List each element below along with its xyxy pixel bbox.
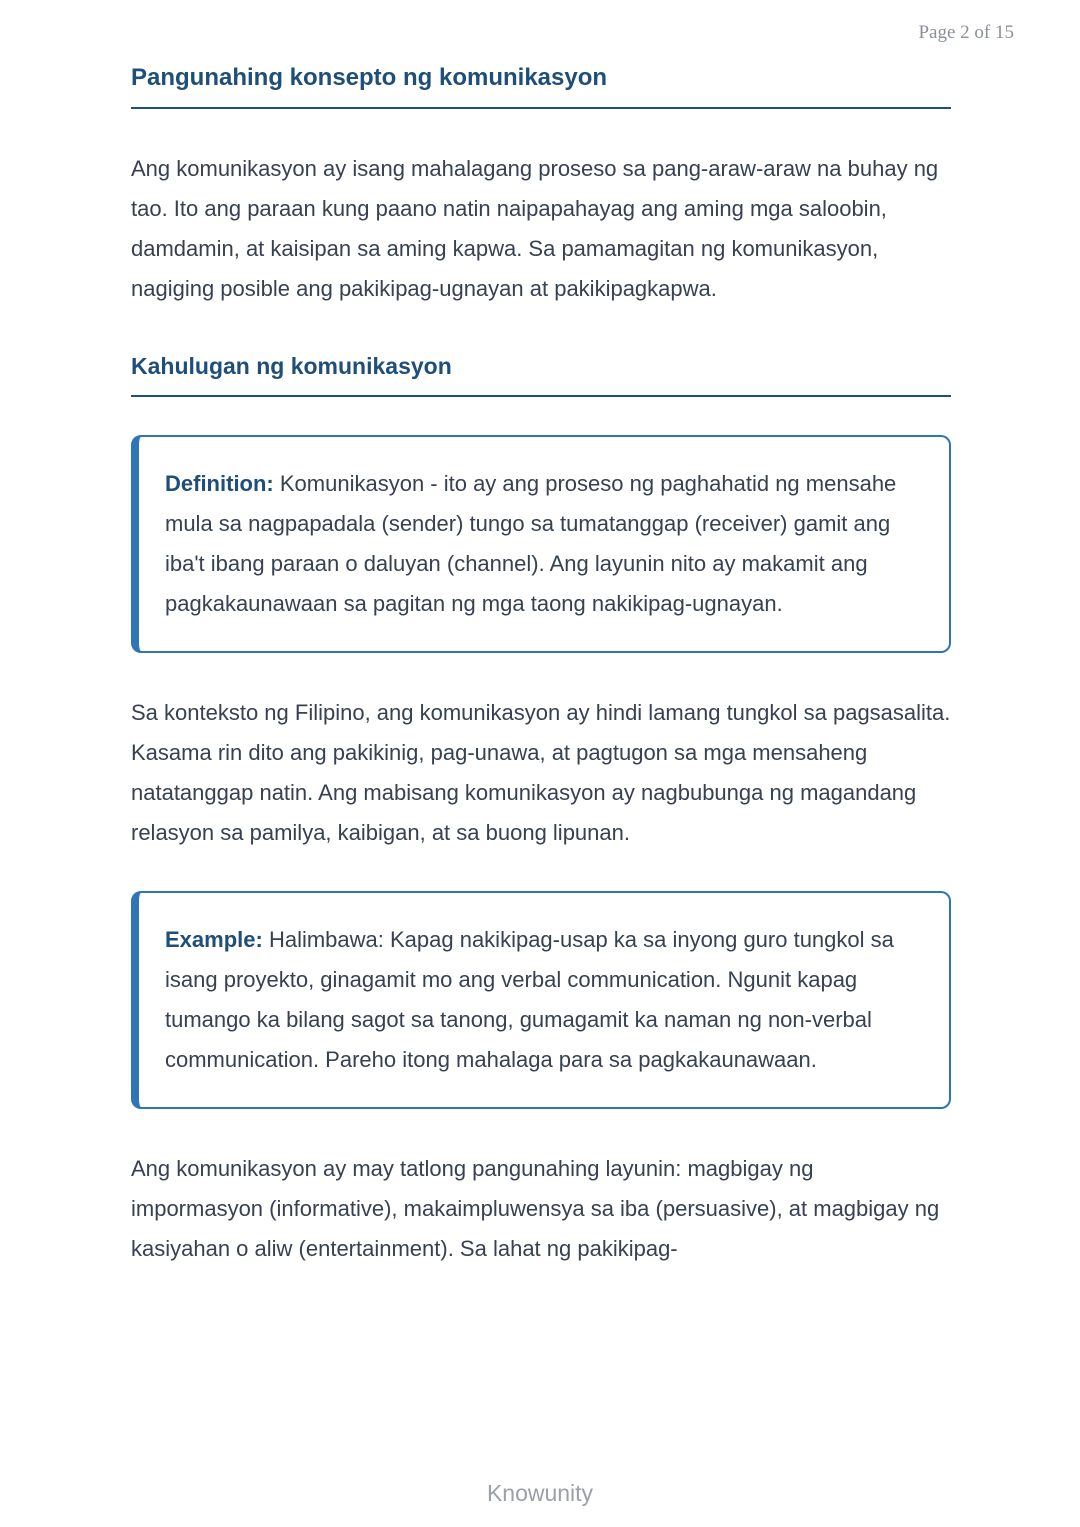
paragraph-konteksto: Sa konteksto ng Filipino, ang komunikasyon ay hindi lamang tungkol sa pagsasalita. Kasama rin dito ang pakikinig, pag-unawa, at pagtugon sa mga mensaheng natatanggap natin. Ang mabisang komunikasyon ay nagbubunga ng magandang relasyon sa pamilya, kaibigan, at sa buong lipunan. — [131, 700, 951, 845]
paragraph-layunin: Ang komunikasyon ay may tatlong pangunahing layunin: magbigay ng impormasyon (informative), makaimpluwensya sa iba (persuasive), at magbigay ng kasiyahan o aliw (entertainment). Sa lahat ng pakikipag- — [131, 1156, 940, 1261]
definition-box — [131, 435, 951, 653]
definition-label: Definition: — [165, 471, 274, 496]
footer-brand: Knowunity — [486, 1480, 594, 1506]
section-heading-pangunahing-konsepto: Pangunahing konsepto ng komunikasyon — [131, 64, 951, 109]
definition-body: Komunikasyon - ito ay ang proseso ng paghahatid ng mensahe mula sa nagpapadala (sender) tungo sa tumatanggap (receiver) gamit ang iba't ibang paraan o daluyan (channel). Ang layunin nito ay makamit ang pagkakaunawaan sa pagitan ng mga taong nakikipag-ugnayan. — [165, 471, 897, 616]
example-box-text — [165, 920, 917, 1080]
page-number-indicator: Page 2 of 15 — [918, 22, 1014, 43]
example-box — [131, 891, 951, 1109]
definition-box-text — [165, 464, 917, 624]
paragraph-intro: Ang komunikasyon ay isang mahalagang proseso sa pang-araw-araw na buhay ng tao. Ito ang paraan kung paano natin naipapahayag ang aming mga saloobin, damdamin, at kaisipan sa aming kapwa. Sa pamamagitan ng komunikasyon, nagiging posible ang pakikipag-ugnayan at pakikipagkapwa. — [131, 156, 939, 301]
example-label: Example: — [165, 927, 263, 952]
document-content — [131, 60, 951, 1269]
example-body: Halimbawa: Kapag nakikipag-usap ka sa inyong guro tungkol sa isang proyekto, ginagamit mo ang verbal communication. Ngunit kapag tumango ka bilang sagot sa tanong, gumagamit ka naman ng non-verbal communication. Pareho itong mahalaga para sa pagkakaunawaan. — [165, 927, 894, 1072]
section-heading-kahulugan: Kahulugan ng komunikasyon — [131, 353, 951, 397]
